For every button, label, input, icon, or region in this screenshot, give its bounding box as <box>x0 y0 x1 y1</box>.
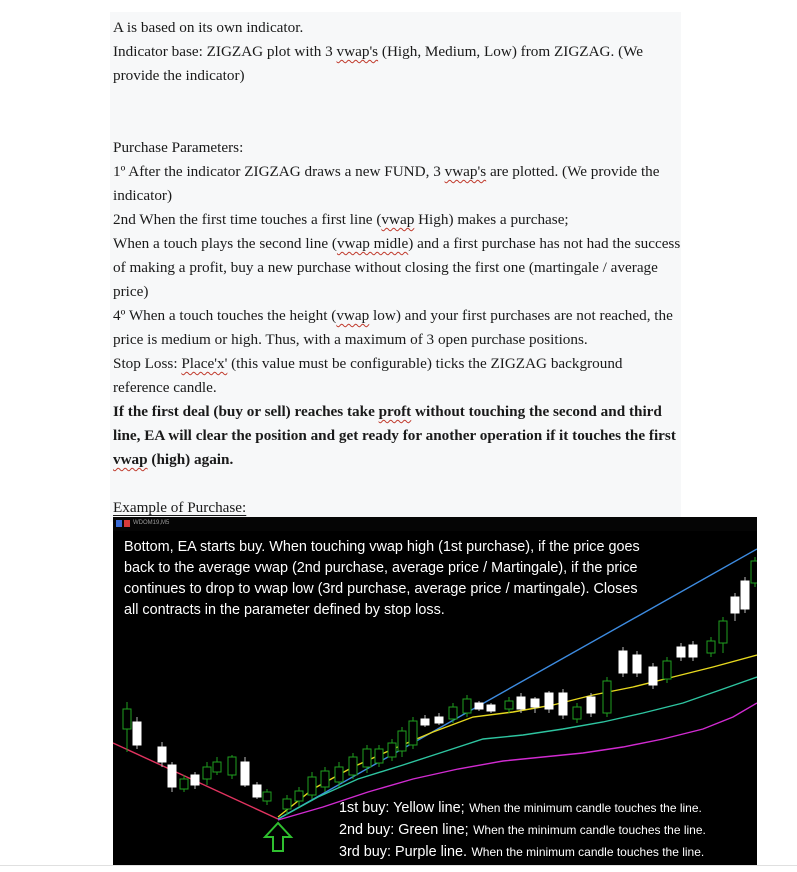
chart-tab-bar <box>113 517 757 531</box>
candle-body <box>253 785 261 797</box>
candle-body <box>203 767 211 779</box>
candle-body <box>603 681 611 713</box>
candle-body <box>751 561 757 583</box>
candle-body <box>487 705 495 711</box>
buy-arrow-icon <box>265 823 291 851</box>
paragraph-purchase-heading: Purchase Parameters: <box>113 139 244 156</box>
chart-window-icon <box>116 520 122 527</box>
candle-body <box>228 757 236 775</box>
candle-body <box>707 641 715 653</box>
candle-body <box>283 799 291 809</box>
candle-body <box>559 693 567 715</box>
document-body <box>113 16 681 520</box>
paragraph-example-heading: Example of Purchase: <box>113 499 247 516</box>
candle-body <box>335 767 343 782</box>
paragraph-rule-2: 2nd When the first time touches a first line (vwap High) makes a purchase; <box>113 211 569 228</box>
candle-body <box>213 762 221 772</box>
candle-body <box>619 651 627 673</box>
candle-body <box>321 771 329 787</box>
candle-body <box>388 743 396 757</box>
candle-body <box>573 707 581 719</box>
candle-body <box>375 749 383 763</box>
legend-line-1: 1st buy: Yellow line; When the minimum candle touches the line. <box>339 800 702 816</box>
legend-line-2: 2nd buy: Green line; When the minimum candle touches the line. <box>339 822 706 838</box>
candle-body <box>731 597 739 613</box>
candle-body <box>295 791 303 801</box>
paragraph-take-profit: If the first deal (buy or sell) reaches take proft without touching the second and third line, EA will clear the position and get ready for another operation if it touches the first vwap (high) again. <box>113 403 676 468</box>
candle-body <box>517 697 525 709</box>
paragraph-indicator-base: Indicator base: ZIGZAG plot with 3 vwap's (High, Medium, Low) from ZIGZAG. (We provide the indicator) <box>113 43 644 84</box>
paragraph-rule-1: 1º After the indicator ZIGZAG draws a new FUND, 3 vwap's are plotted. (We provide the indicator) <box>113 163 660 204</box>
candle-body <box>421 719 429 725</box>
candle-body <box>158 747 166 762</box>
candle-body <box>449 707 457 719</box>
candle-body <box>663 661 671 679</box>
candle-body <box>191 775 199 785</box>
candle-body <box>677 647 685 657</box>
chart-caption: Bottom, EA starts buy. When touching vwap high (1st purchase), if the price goes back to the average vwap (2nd purchase, average price / Martingale), if the price continues to drop to vwap low (3rd purchase, average price / martingale). Closes all contracts in the parameter defined by stop loss. <box>124 539 640 618</box>
candle-body <box>587 697 595 713</box>
legend-line-3: 3rd buy: Purple line. When the minimum candle touches the line. <box>339 844 705 860</box>
candle-body <box>531 699 539 707</box>
paragraph-stop-loss: Stop Loss: Place'x' (this value must be configurable) ticks the ZIGZAG background reference candle. <box>113 355 623 396</box>
candle-body <box>398 731 406 751</box>
candle-body <box>241 762 249 785</box>
page-bottom-border <box>0 865 797 866</box>
candle-body <box>649 667 657 685</box>
candle-body <box>349 757 357 775</box>
candle-body <box>463 699 471 713</box>
candle-body <box>741 581 749 609</box>
paragraph-intro: A is based on its own indicator. <box>113 19 304 36</box>
candle-body <box>719 621 727 643</box>
candle-body <box>505 701 513 709</box>
candle-body <box>633 655 641 673</box>
candle-body <box>308 777 316 795</box>
candle-body <box>168 765 176 787</box>
candle-body <box>409 721 417 745</box>
flag-icon <box>124 520 130 527</box>
chart-screenshot <box>113 517 757 865</box>
candle-body <box>475 703 483 709</box>
candle-body <box>435 717 443 723</box>
candle-body <box>545 693 553 709</box>
candle-body <box>123 709 131 729</box>
candle-body <box>363 749 371 767</box>
paragraph-rule-3: When a touch plays the second line (vwap midle) and a first purchase has not had the success of making a profit, buy a new purchase without closing the first one (martingale / average price) <box>113 235 681 300</box>
chart-tab-label[interactable]: WDOM19,M5 <box>133 520 170 526</box>
candle-body <box>689 645 697 657</box>
candle-body <box>133 722 141 745</box>
paragraph-rule-4: 4º When a touch touches the height (vwap low) and your first purchases are not reached, the price is medium or high. Thus, with a maximum of 3 open purchase positions. <box>113 307 673 348</box>
candle-body <box>180 779 188 789</box>
candle-body <box>263 792 271 801</box>
